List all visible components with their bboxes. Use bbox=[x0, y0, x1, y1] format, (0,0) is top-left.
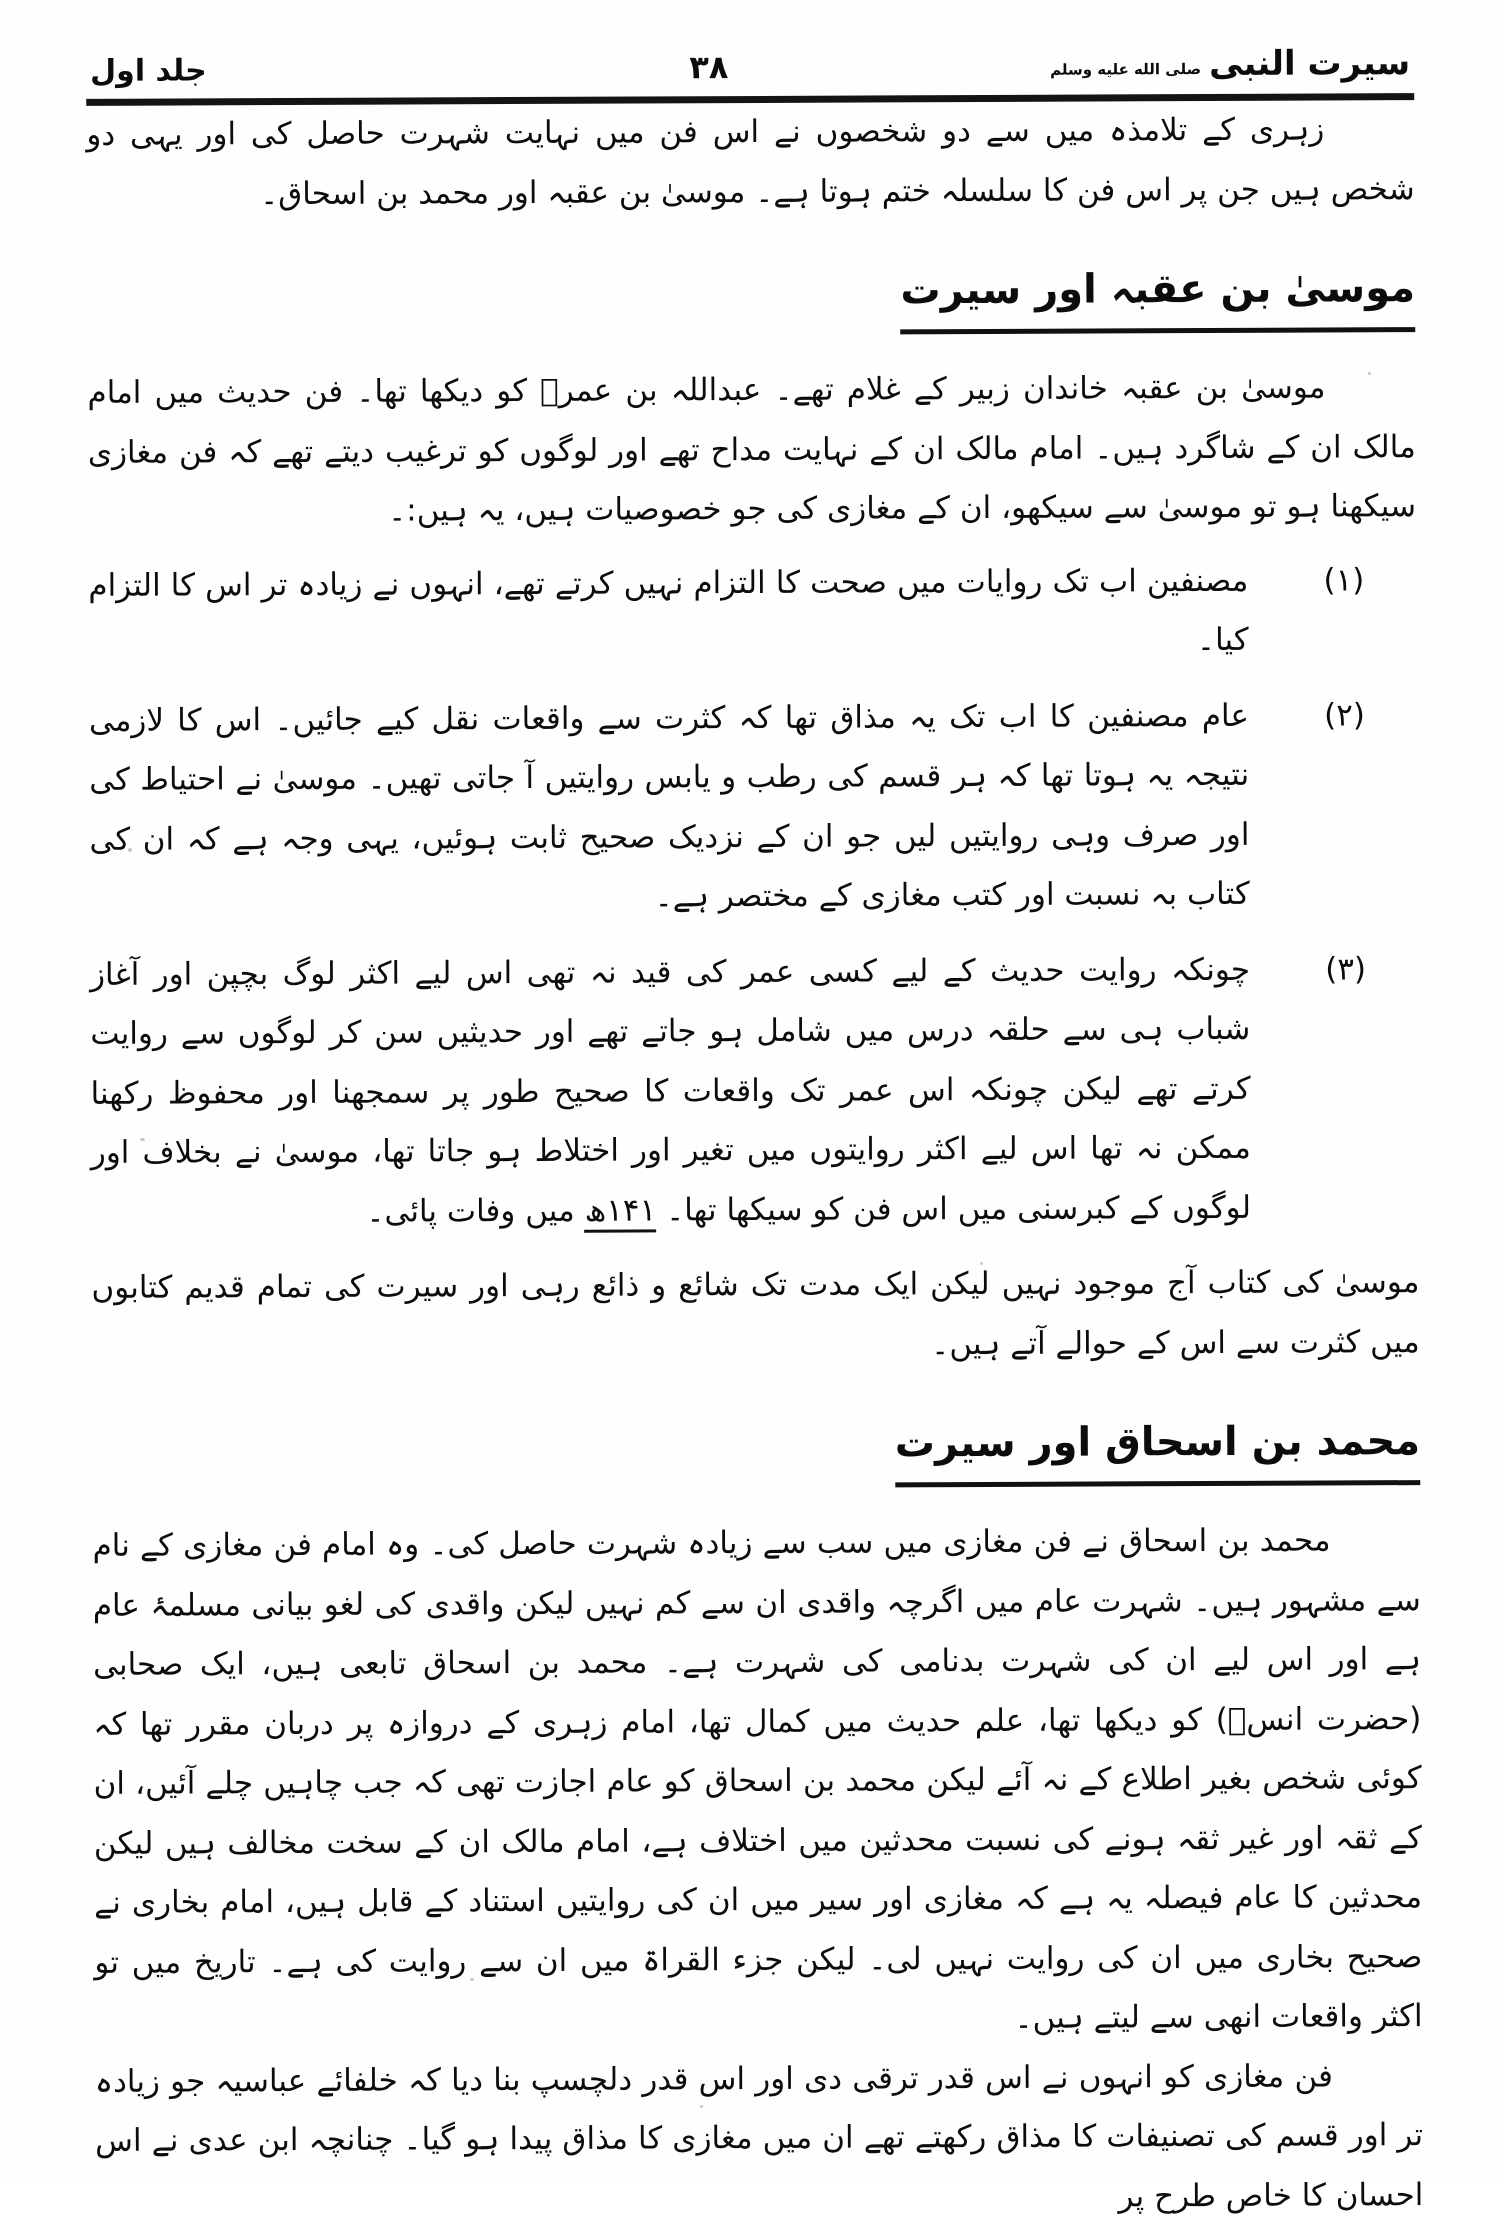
scan-speckle bbox=[140, 1138, 145, 1141]
book-title bbox=[1050, 43, 1411, 84]
list-item-1 bbox=[88, 551, 1417, 676]
scan-speckle bbox=[128, 848, 132, 852]
page-header bbox=[86, 43, 1414, 89]
list-item-3-text-before: چونکہ روایت حدیث کے لیے کسی عمر کی قید نہ تھی اس لیے اکثر لوگ بچپن اور آغاز شباب ہی سے حلقہ درس میں شامل ہو جاتے تھے اور حدیثیں سن کر لوگوں سے روایت کرتے تھے لیکن چونکہ اس عمر تک واقعات کا صحیح طور پر سمجھنا اور محفوظ رکھنا ممکن نہ تھا اس لیے اکثر روایتوں میں تغیر اور اختلاط ہو جاتا تھا، موسیٰ نے بخلاف اور لوگوں کے کبرسنی میں اس فن کو سیکھا تھا۔ bbox=[89, 951, 1252, 1229]
scan-speckle bbox=[700, 2105, 703, 2108]
section-heading-musa-text: موسیٰ بن عقبہ اور سیرت bbox=[900, 263, 1415, 334]
maghazi-paragraph: فن مغازی کو انہوں نے اس قدر ترقی دی اور اس قدر دلچسپ بنا دیا کہ خلفائے عباسیہ جو زیادہ تر اور قسم کی تصنیفات کا مذاق رکھتے تھے ان میں مغازی کا مذاق پیدا ہو گیا۔ چنانچہ ابن عدی نے اس احسان کا خاص طرح پر bbox=[94, 2058, 1424, 2215]
list-item-3-number: (۳) bbox=[1325, 950, 1367, 988]
section-heading-musa bbox=[87, 263, 1415, 338]
musa-paragraph: موسیٰ بن عقبہ خاندان زبیر کے غلام تھے۔ عبداللہ بن عمرؓ کو دیکھا تھا۔ فن حدیث میں امام مالک ان کے شاگرد ہیں۔ امام مالک ان کے نہایت مداح تھے اور لوگوں کو ترغیب دیتے تھے کہ فن مغازی سیکھنا ہو تو موسیٰ سے سیکھو، ان کے مغازی کی جو خصوصیات ہیں، یہ ہیں:۔ bbox=[87, 369, 1417, 529]
scan-speckle bbox=[470, 1978, 474, 1981]
list-item-2 bbox=[89, 686, 1418, 930]
scan-speckle bbox=[980, 1262, 983, 1265]
volume-label: جلد اول bbox=[90, 53, 207, 89]
characteristics-list bbox=[88, 551, 1419, 1243]
ishaq-paragraph: محمد بن اسحاق نے فن مغازی میں سب سے زیادہ شہرت حاصل کی۔ وہ امام فن مغازی کے نام سے مشہور ہیں۔ شہرت عام میں اگرچہ واقدی ان سے کم نہیں لیکن واقدی کی لغو بیانی مسلمۂ عام ہے اور اس لیے ان کی شہرت بدنامی کی شہرت ہے۔ محمد بن اسحاق تابعی ہیں، ایک صحابی (حضرت انسؓ) کو دیکھا تھا، علم حدیث میں کمال تھا، امام زہری کے دروازہ پر دربان مقرر تھا کہ کوئی شخص بغیر اطلاع کے نہ آئے لیکن محمد بن اسحاق کو عام اجازت تھی کہ جب چاہیں چلے آئیں، ان کے ثقہ اور غیر ثقہ ہونے کی نسبت محدثین میں اختلاف ہے، امام مالک ان کے سخت مخالف ہیں لیکن محدثین کا عام فیصلہ یہ ہے کہ مغازی اور سیر میں ان کی روایتیں استناد کے قابل ہیں، امام بخاری نے صحیح بخاری میں ان کی روایت نہیں لی۔ لیکن جزء القراۃ میں ان سے روایت کی ہے۔ تاریخ میں تو اکثر واقعات انھی سے لیتے ہیں۔ bbox=[92, 1522, 1423, 2037]
list-item-2-number: (۲) bbox=[1323, 696, 1366, 734]
scan-speckle bbox=[1368, 372, 1371, 375]
page-number: ۳۸ bbox=[689, 48, 729, 87]
section-heading-ishaq-text: محمد بن اسحاق اور سیرت bbox=[895, 1416, 1421, 1487]
page-body bbox=[86, 100, 1423, 2231]
salutation-mark: صلى الله عليه وسلم bbox=[1050, 60, 1202, 79]
section-heading-ishaq bbox=[92, 1416, 1420, 1491]
musa-book-paragraph: موسیٰ کی کتاب آج موجود نہیں لیکن ایک مدت تک شائع و ذائع رہی اور سیرت کی تمام قدیم کتابوں میں کثرت سے اس کے حوالے آتے ہیں۔ bbox=[91, 1264, 1420, 1362]
list-item-1-number: (۱) bbox=[1323, 561, 1365, 599]
list-item-3-text-after: میں وفات پائی۔ bbox=[366, 1192, 585, 1230]
book-title-text: سیرت النبی bbox=[1208, 43, 1411, 84]
intro-paragraph: زہری کے تلامذہ میں سے دو شخصوں نے اس فن میں نہایت شہرت حاصل کی اور یہی دو شخص ہیں جن پر اس فن کا سلسلہ ختم ہوتا ہے۔ موسیٰ بن عقبہ اور محمد بن اسحاق۔ bbox=[86, 111, 1415, 212]
list-item-3 bbox=[90, 940, 1419, 1243]
list-item-1-text: مصنفین اب تک روایات میں صحت کا التزام نہیں کرتے تھے، انہوں نے زیادہ تر اس کا التزام کیا۔ bbox=[88, 562, 1249, 659]
list-item-2-text: عام مصنفین کا اب تک یہ مذاق تھا کہ کثرت سے واقعات نقل کیے جائیں۔ اس کا لازمی نتیجہ یہ ہوتا تھا کہ ہر قسم کی رطب و یابس روایتیں آ جاتی تھیں۔ موسیٰ نے احتیاط کی اور صرف وہی روایتیں لیں جو ان کے نزدیک صحیح ثابت ہوئیں، یہی وجہ ہے کہ ان کی کتاب بہ نسبت اور کتب مغازی کے مختصر ہے۔ bbox=[88, 697, 1250, 915]
hijri-death-date: ۱۴۱ھ bbox=[584, 1192, 656, 1232]
